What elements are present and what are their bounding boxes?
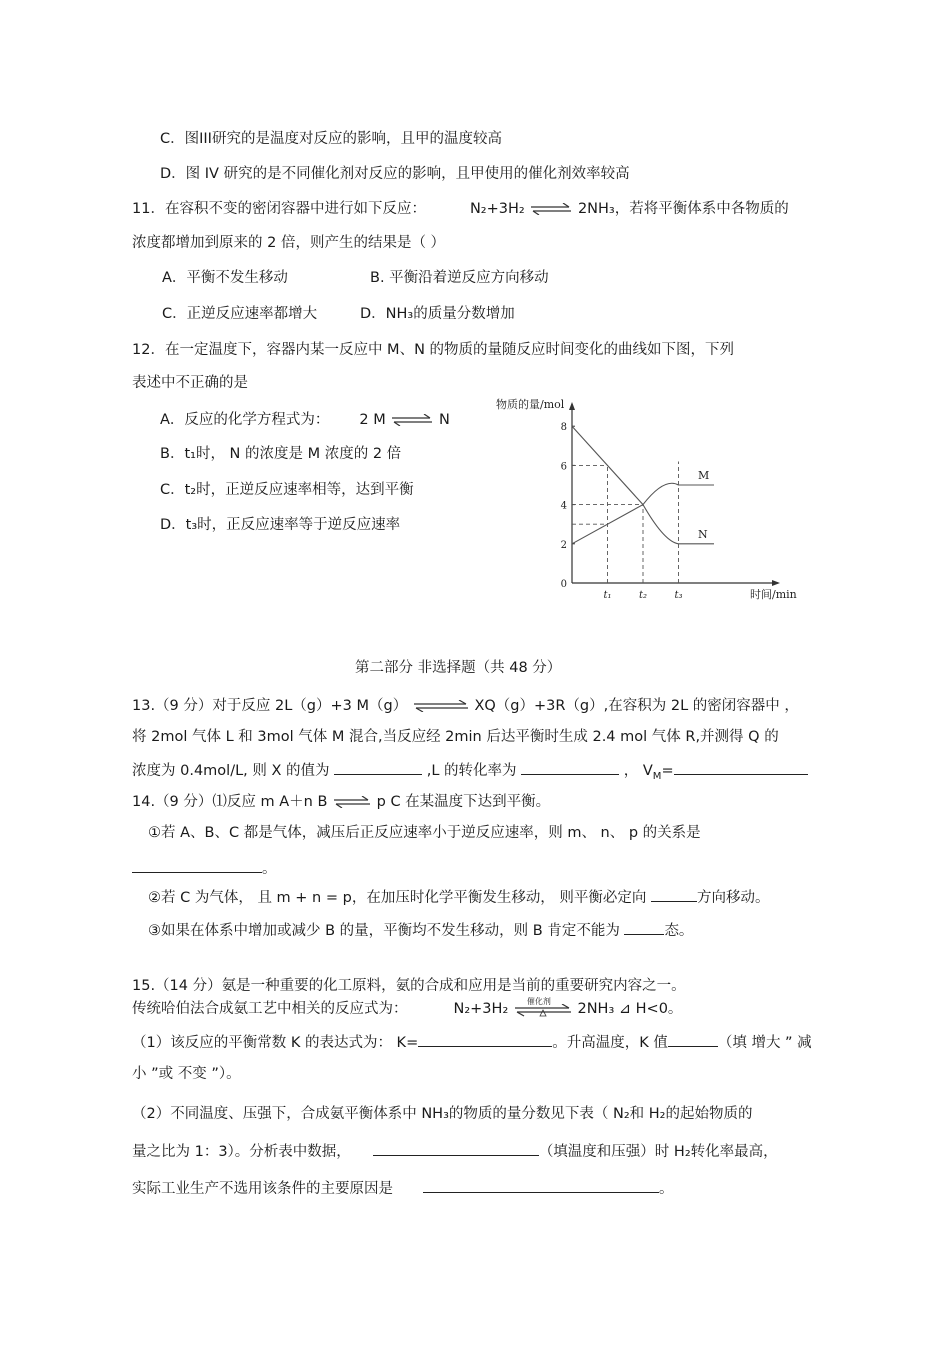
q13-text-e: ， V (623, 763, 653, 779)
q12-option-a (160, 410, 450, 430)
q15-line4: 小 ”或 不变 ”）。 (132, 1066, 241, 1082)
q14-item3 (148, 920, 693, 941)
series-label-n: N (698, 527, 708, 541)
x-value-blank[interactable] (334, 760, 422, 775)
y-tick-label: 6 (560, 461, 567, 473)
q15-line6 (132, 1141, 778, 1162)
q14-item1: ①若 A、B、C 都是气体，减压后正反应速率小于逆反应速率，则 m、 n、 p 的关系是 (148, 825, 701, 841)
q12-option-b: B．t₁时， N 的浓度是 M 浓度的 2 倍 (160, 446, 402, 462)
y-tick-label: 0 (560, 579, 567, 590)
q15-text-d: 。升高温度，K 值 (552, 1035, 668, 1051)
part2-heading: 第二部分 非选择题（共 48 分） (355, 660, 562, 676)
catalyst-arrow (513, 997, 573, 1016)
q13-text-d: ,L 的转化率为 (426, 763, 517, 779)
q11-stem-text: 11．在容积不变的密闭容器中进行如下反应： (132, 201, 426, 217)
y-tick-label: 2 (560, 539, 567, 551)
q13-text-b: XQ（g）+3R（g）,在容积为 2L 的密闭容器中 ， (474, 698, 799, 714)
q15-line5: （2）不同温度、压强下，合成氨平衡体系中 NH₃的物质的量分数见下表（ N₂和 H₂的起始物质的 (132, 1106, 753, 1122)
q15-reactants: N₂+3H₂ (453, 1001, 509, 1017)
equilibrium-arrow-icon (412, 700, 470, 712)
x-tick-label: t₃ (674, 590, 683, 601)
q14-item1-answer (132, 858, 277, 879)
q15-line2 (132, 999, 682, 1019)
q15-text-c: （1）该反应的平衡常数 K 的表达式为： K= (132, 1035, 419, 1051)
q11-reactants: N₂+3H₂ (469, 201, 525, 217)
mnp-relation-blank[interactable] (132, 858, 262, 873)
q11-stem (132, 199, 789, 219)
q12-option-a-text: A．反应的化学方程式为： (160, 412, 330, 428)
q10-option-d: D．图 IV 研究的是不同催化剂对反应的影响，且甲使用的催化剂效率较高 (160, 166, 630, 182)
q13-subscript-m: M (652, 770, 662, 782)
q14-text-c: 。 (262, 861, 277, 877)
y-axis-arrow-icon (569, 402, 575, 410)
q12-stem: 12．在一定温度下，容器内某一反应中 M、N 的物质的量随反应时间变化的曲线如下图，下列 (132, 342, 735, 358)
l-conversion-blank[interactable] (521, 760, 619, 775)
q13-line1 (132, 696, 799, 716)
series-line-m (572, 483, 714, 544)
q13-text-f: = (661, 763, 674, 779)
q14-text-f: ③如果在体系中增加或减少 B 的量，平衡均不发生移动，则 B 肯定不能为 (148, 923, 620, 939)
q14-text-g: 态。 (664, 923, 694, 939)
series-label-m: M (698, 469, 710, 482)
q11-option-b: B. 平衡沿着逆反应方向移动 (370, 270, 549, 286)
mole-time-chart (486, 394, 816, 609)
q15-text-i: 。 (659, 1181, 674, 1197)
q11-option-a: A．平衡不发生移动 (162, 270, 288, 286)
catalyst-label: 催化剂 (526, 997, 551, 1006)
q13-text-a: 13.（9 分）对于反应 2L（g）+3 M（g） (132, 698, 408, 714)
q15-text-e: （填 增大 ” 减 (717, 1035, 812, 1051)
q12-option-c: C．t₂时，正逆反应速率相等，达到平衡 (160, 482, 414, 498)
y-tick-label: 8 (560, 422, 567, 434)
k-change-blank[interactable] (668, 1032, 718, 1047)
chart-xlabel: 时间/min (750, 588, 797, 601)
equilibrium-arrow-icon (390, 414, 434, 426)
q15-text-a: 传统哈伯法合成氨工艺中相关的反应式为： (132, 1001, 408, 1017)
chart-ylabel: 物质的量/mol (496, 398, 565, 411)
q12-option-a-lhs: 2 M (359, 412, 386, 428)
q12-stem-cont: 表述中不正确的是 (132, 375, 248, 391)
q13-line2: 将 2mol 气体 L 和 3mol 气体 M 混合,当反应经 2min 后达平衡时生成 2.4 mol 气体 R,并测得 Q 的 (132, 729, 779, 745)
q15-text-b: 2NH₃ ⊿ H<0。 (577, 1001, 683, 1017)
vm-blank[interactable] (674, 760, 808, 775)
condition-blank[interactable] (373, 1141, 539, 1156)
direction-blank[interactable] (651, 887, 697, 902)
k-expression-blank[interactable] (418, 1032, 552, 1047)
x-tick-label: t₂ (639, 590, 648, 601)
equilibrium-arrow-icon (332, 796, 372, 808)
q11-option-d: D．NH₃的质量分数增加 (360, 306, 515, 322)
q14-line1 (132, 792, 550, 812)
q12-option-d: D．t₃时，正反应速率等于逆反应速率 (160, 517, 401, 533)
equilibrium-arrow-icon (529, 203, 573, 215)
q14-item2 (148, 887, 770, 908)
q13-text-c: 浓度为 0.4mol/L, 则 X 的值为 (132, 763, 330, 779)
q11-option-c: C．正逆反应速率都增大 (162, 306, 318, 322)
q14-text-a: 14.（9 分）⑴反应 m A＋n B (132, 794, 328, 810)
reason-blank[interactable] (423, 1178, 659, 1193)
q15-text-g: （填温度和压强）时 H₂转化率最高， (538, 1144, 778, 1160)
q15-text-h: 实际工业生产不选用该条件的主要原因是 (132, 1181, 393, 1197)
q15-text-f: 量之比为 1：3）。分析表中数据， (132, 1144, 351, 1160)
q15-line7 (132, 1178, 674, 1199)
q10-option-c: C．图III研究的是温度对反应的影响，且甲的温度较高 (160, 131, 502, 147)
q14-text-d: ②若 C 为气体， 且 m + n = p，在加压时化学平衡发生移动， 则平衡必定向 (148, 890, 647, 906)
q14-text-e: 方向移动。 (697, 890, 770, 906)
q11-stem-cont: 浓度都增加到原来的 2 倍，则产生的结果是（ ） (132, 235, 446, 251)
equilibrium-arrow-icon (513, 1004, 573, 1018)
q13-line3 (132, 760, 808, 787)
q14-text-b: p C 在某温度下达到平衡。 (376, 794, 551, 810)
state-blank[interactable] (624, 920, 664, 935)
q15-line3 (132, 1032, 812, 1053)
x-tick-label: t₁ (603, 590, 612, 601)
q12-option-a-rhs: N (439, 412, 450, 428)
q11-product: 2NH₃，若将平衡体系中各物质的 (577, 201, 789, 217)
y-tick-label: 4 (560, 500, 567, 512)
q15-line1: 15.（14 分）氨是一种重要的化工原料，氨的合成和应用是当前的重要研究内容之一。 (132, 978, 686, 994)
x-axis-arrow-icon (772, 580, 780, 586)
